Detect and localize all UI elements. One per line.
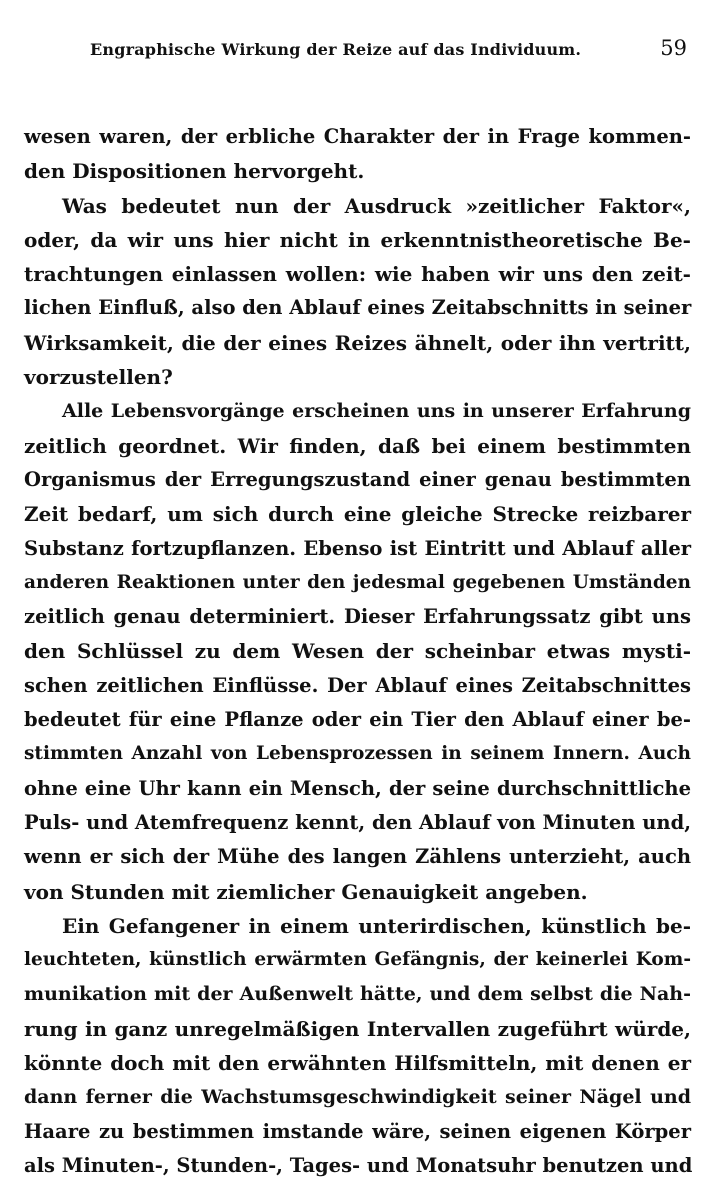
paragraph-4: [24, 909, 691, 1183]
text-line: schen zeitlichen Einflüsse. Der Ablauf eines Zeitabschnittes: [24, 673, 691, 697]
running-title: Engraphische Wirkung der Reize auf das Individuum.: [90, 40, 582, 59]
text-line: bedeutet für eine Pflanze oder ein Tier den Ablauf einer be-: [24, 708, 691, 732]
text-line: wenn er sich der Mühe des langen Zählens unterzieht, auch: [24, 845, 691, 869]
text-line: zeitlich genau determiniert. Dieser Erfahrungssatz gibt uns: [24, 605, 691, 629]
body-text: [24, 120, 691, 1183]
text-line: dann ferner die Wachstumsgeschwindigkeit seiner Nägel und: [24, 1086, 691, 1109]
text-line: wesen waren, der erbliche Charakter der in Frage kommen-: [24, 125, 691, 148]
paragraph-1: [24, 120, 691, 189]
text-line: zeitlich geordnet. Wir finden, daß bei einem bestimmten: [24, 433, 691, 458]
text-line: Zeit bedarf, um sich durch eine gleiche Strecke reizbarer: [24, 502, 691, 527]
text-line: könnte doch mit den erwähnten Hilfsmitteln, mit denen er: [24, 1051, 691, 1076]
paragraph-3: [24, 394, 691, 908]
running-head: [24, 36, 691, 76]
text-line: von Stunden mit ziemlicher Genauigkeit angeben.: [24, 879, 588, 904]
text-line: Haare zu bestimmen imstande wäre, seinen eigenen Körper: [24, 1119, 691, 1143]
text-line: stimmten Anzahl von Lebensprozessen in seinem Innern. Auch: [24, 743, 691, 765]
text-line: den Dispositionen hervorgeht.: [24, 159, 365, 184]
text-line: Puls- und Atemfrequenz kennt, den Ablauf von Minuten und,: [24, 810, 691, 834]
text-line: Substanz fortzupflanzen. Ebenso ist Eintritt und Ablauf aller: [24, 536, 691, 560]
text-line: leuchteten, künstlich erwärmten Gefängnis, der keinerlei Kom-: [24, 949, 691, 971]
text-line: Wirksamkeit, die der eines Reizes ähnelt, oder ihn vertritt,: [24, 330, 691, 355]
text-line: den Schlüssel zu dem Wesen der scheinbar etwas mysti-: [24, 639, 691, 664]
text-line: Was bedeutet nun der Ausdruck »zeitlicher Faktor«,: [62, 193, 691, 218]
text-line: munikation mit der Außenwelt hätte, und dem selbst die Nah-: [24, 983, 691, 1006]
text-line: lichen Einfluß, also den Ablauf eines Zeitabschnitts in seiner: [24, 296, 692, 320]
text-line: Organismus der Erregungszustand einer genau bestimmten: [24, 467, 691, 491]
page-number: 59: [660, 36, 687, 60]
text-line: Ein Gefangener in einem unterirdischen, künstlich be-: [62, 913, 691, 938]
text-line: als Minuten-, Stunden-, Tages- und Monatsuhr benutzen und: [24, 1153, 693, 1177]
text-line: vorzustellen?: [24, 365, 173, 390]
paragraph-2: [24, 189, 691, 395]
text-line: oder, da wir uns hier nicht in erkenntnistheoretische Be-: [24, 227, 691, 252]
text-line: ohne eine Uhr kann ein Mensch, der seine durchschnittliche: [24, 776, 691, 800]
text-line: Alle Lebensvorgänge erscheinen uns in unserer Erfahrung: [62, 400, 691, 423]
text-line: anderen Reaktionen unter den jedesmal gegebenen Umständen: [24, 571, 691, 593]
text-line: trachtungen einlassen wollen: wie haben wir uns den zeit-: [24, 262, 691, 287]
text-line: rung in ganz unregelmäßigen Intervallen zugeführt würde,: [24, 1016, 691, 1041]
